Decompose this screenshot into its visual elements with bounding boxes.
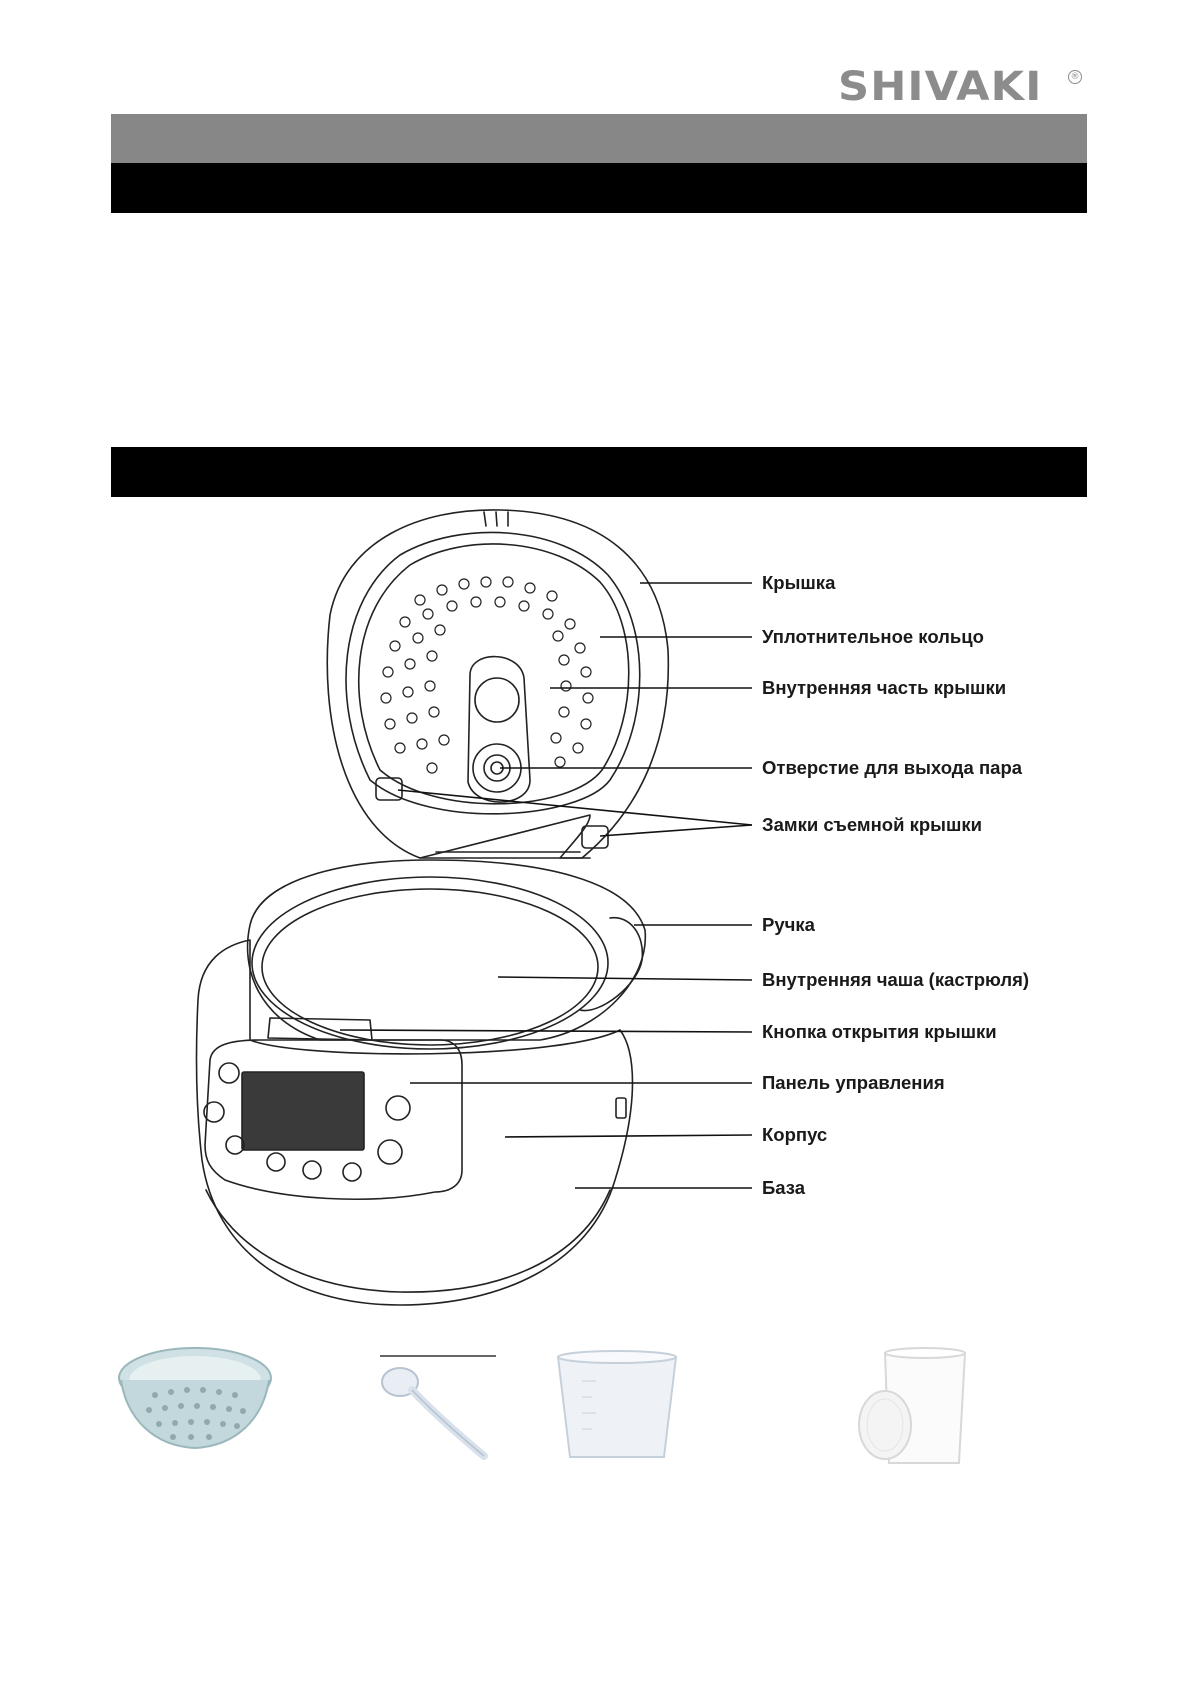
inner-pot-edge [262,889,598,1045]
diagram-header-black-bar [111,447,1087,497]
inner-pot-rim [252,877,608,1049]
handle [580,918,642,1011]
ladle-spoon-icon [378,1352,498,1464]
label-lid-release-button: Кнопка открытия крышки [762,1021,997,1042]
label-control-panel: Панель управления [762,1072,945,1093]
label-handle: Ручка [762,914,815,935]
section-header-black-bar [111,163,1087,213]
multicooker-diagram [190,500,790,1320]
label-seal-ring: Уплотнительное кольцо [762,626,984,647]
lid-outer-shell [327,510,668,858]
yogurt-container-icon [855,1345,975,1467]
label-lid-latches: Замки съемной крышки [762,814,982,835]
brand-logo: SHIVAKI [838,64,1043,110]
steamer-basket-icon [115,1340,275,1460]
label-inner-lid: Внутренняя часть крышки [762,677,1007,698]
label-inner-pot: Внутренняя чаша (кастрюля) [762,969,1030,990]
measuring-cup-icon [552,1347,682,1467]
inner-lid-disc [475,678,519,722]
lcd-display [242,1072,364,1150]
label-body: Корпус [762,1124,828,1145]
body-rim [248,860,646,1040]
lid-seal-ring [359,544,629,804]
label-steam-vent: Отверстие для выхода пара [762,757,1023,778]
section-header-gray-bar [111,114,1087,163]
registered-mark: ® [1068,70,1082,84]
base-line [206,1190,610,1292]
label-base: База [762,1177,806,1198]
label-lid: Крышка [762,572,836,593]
